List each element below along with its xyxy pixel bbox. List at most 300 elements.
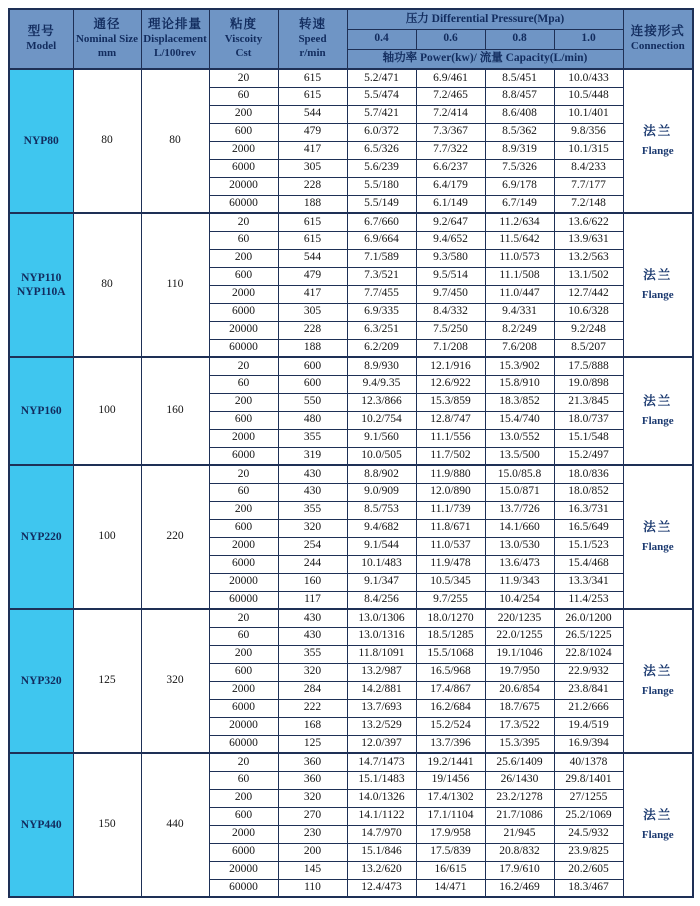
speed-cell: 430 bbox=[278, 465, 347, 483]
power-capacity-cell-0.8: 11.9/343 bbox=[485, 573, 554, 591]
power-capacity-cell-0.4: 8.8/902 bbox=[347, 465, 416, 483]
speed-cell: 188 bbox=[278, 195, 347, 213]
power-capacity-cell-1.0: 15.4/468 bbox=[554, 555, 623, 573]
viscosity-cell: 60 bbox=[209, 483, 278, 501]
power-capacity-cell-1.0: 10.6/328 bbox=[554, 303, 623, 321]
power-capacity-cell-0.6: 9.3/580 bbox=[416, 249, 485, 267]
connection-cell bbox=[623, 753, 693, 897]
power-capacity-cell-1.0: 18.3/467 bbox=[554, 879, 623, 897]
speed-cell: 168 bbox=[278, 717, 347, 735]
viscosity-cell: 600 bbox=[209, 663, 278, 681]
power-capacity-cell-0.4: 6.2/209 bbox=[347, 339, 416, 357]
power-capacity-cell-0.6: 15.3/859 bbox=[416, 393, 485, 411]
viscosity-cell: 6000 bbox=[209, 555, 278, 573]
power-capacity-cell-1.0: 25.2/1069 bbox=[554, 807, 623, 825]
speed-cell: 355 bbox=[278, 429, 347, 447]
viscosity-cell: 600 bbox=[209, 267, 278, 285]
power-capacity-cell-0.8: 11.0/447 bbox=[485, 285, 554, 303]
power-capacity-cell-0.6: 9.2/647 bbox=[416, 213, 485, 231]
nominal-size-cell: 100 bbox=[73, 357, 141, 465]
viscosity-cell: 600 bbox=[209, 123, 278, 141]
viscosity-cell: 6000 bbox=[209, 159, 278, 177]
power-capacity-cell-0.8: 15.0/85.8 bbox=[485, 465, 554, 483]
speed-cell: 320 bbox=[278, 519, 347, 537]
col-header-speed-zh: 转速 bbox=[298, 17, 326, 32]
power-capacity-cell-0.8: 13.0/552 bbox=[485, 429, 554, 447]
speed-cell: 228 bbox=[278, 177, 347, 195]
power-capacity-cell-1.0: 22.8/1024 bbox=[554, 645, 623, 663]
power-capacity-cell-1.0: 9.2/248 bbox=[554, 321, 623, 339]
speed-cell: 615 bbox=[278, 231, 347, 249]
displacement-cell: 320 bbox=[141, 609, 209, 753]
power-capacity-cell-0.6: 12.8/747 bbox=[416, 411, 485, 429]
connection-cell bbox=[623, 465, 693, 609]
power-capacity-cell-1.0: 19.0/898 bbox=[554, 375, 623, 393]
power-capacity-cell-0.8: 18.7/675 bbox=[485, 699, 554, 717]
power-capacity-cell-0.4: 10.0/505 bbox=[347, 447, 416, 465]
power-capacity-cell-0.4: 11.8/1091 bbox=[347, 645, 416, 663]
col-header-disp-en: Displacement bbox=[143, 33, 207, 46]
power-capacity-cell-0.8: 17.3/522 bbox=[485, 717, 554, 735]
viscosity-cell: 6000 bbox=[209, 699, 278, 717]
col-header-size-unit: mm bbox=[97, 46, 117, 59]
power-capacity-cell-1.0: 8.5/207 bbox=[554, 339, 623, 357]
power-capacity-cell-0.6: 12.1/916 bbox=[416, 357, 485, 375]
power-capacity-cell-0.8: 13.5/500 bbox=[485, 447, 554, 465]
connection-en: Flange bbox=[641, 828, 674, 841]
power-capacity-cell-0.6: 16.2/684 bbox=[416, 699, 485, 717]
power-capacity-cell-0.8: 15.8/910 bbox=[485, 375, 554, 393]
power-capacity-cell-1.0: 26.5/1225 bbox=[554, 627, 623, 645]
power-capacity-cell-0.6: 7.2/465 bbox=[416, 87, 485, 105]
power-capacity-cell-0.8: 6.9/178 bbox=[485, 177, 554, 195]
power-capacity-cell-0.4: 5.7/421 bbox=[347, 105, 416, 123]
power-capacity-cell-0.8: 6.7/149 bbox=[485, 195, 554, 213]
viscosity-cell: 2000 bbox=[209, 285, 278, 303]
power-capacity-cell-1.0: 18.0/852 bbox=[554, 483, 623, 501]
model-cell: NYP220 bbox=[9, 465, 73, 609]
power-capacity-cell-1.0: 13.9/631 bbox=[554, 231, 623, 249]
model-cell: NYP80 bbox=[9, 69, 73, 213]
viscosity-cell: 6000 bbox=[209, 843, 278, 861]
power-capacity-cell-0.4: 13.7/693 bbox=[347, 699, 416, 717]
viscosity-cell: 20000 bbox=[209, 321, 278, 339]
speed-cell: 544 bbox=[278, 249, 347, 267]
connection-zh: 法兰 bbox=[643, 664, 673, 679]
power-capacity-cell-1.0: 20.2/605 bbox=[554, 861, 623, 879]
model-cell: NYP320 bbox=[9, 609, 73, 753]
speed-cell: 480 bbox=[278, 411, 347, 429]
speed-cell: 430 bbox=[278, 627, 347, 645]
speed-cell: 145 bbox=[278, 861, 347, 879]
power-capacity-cell-0.8: 20.8/832 bbox=[485, 843, 554, 861]
power-capacity-cell-0.4: 12.3/866 bbox=[347, 393, 416, 411]
power-capacity-cell-0.8: 8.8/457 bbox=[485, 87, 554, 105]
speed-cell: 360 bbox=[278, 753, 347, 771]
speed-cell: 254 bbox=[278, 537, 347, 555]
power-capacity-cell-0.6: 7.2/414 bbox=[416, 105, 485, 123]
power-capacity-cell-0.6: 7.7/322 bbox=[416, 141, 485, 159]
power-capacity-cell-0.8: 15.4/740 bbox=[485, 411, 554, 429]
viscosity-cell: 200 bbox=[209, 249, 278, 267]
power-capacity-cell-0.6: 9.7/255 bbox=[416, 591, 485, 609]
power-capacity-cell-0.4: 9.0/909 bbox=[347, 483, 416, 501]
pressure-value-0.8: 0.8 bbox=[485, 29, 554, 49]
col-header-visc-unit: Cst bbox=[235, 46, 252, 59]
power-capacity-cell-0.4: 7.3/521 bbox=[347, 267, 416, 285]
power-capacity-cell-1.0: 23.8/841 bbox=[554, 681, 623, 699]
col-header-size-zh: 通径 bbox=[93, 17, 121, 32]
col-header-speed bbox=[278, 9, 347, 69]
table-row bbox=[9, 69, 693, 87]
power-capacity-cell-0.6: 17.5/839 bbox=[416, 843, 485, 861]
power-capacity-cell-1.0: 7.2/148 bbox=[554, 195, 623, 213]
viscosity-cell: 6000 bbox=[209, 303, 278, 321]
table-row bbox=[9, 465, 693, 483]
nominal-size-cell: 80 bbox=[73, 213, 141, 357]
displacement-cell: 440 bbox=[141, 753, 209, 897]
speed-cell: 615 bbox=[278, 69, 347, 87]
viscosity-cell: 200 bbox=[209, 645, 278, 663]
speed-cell: 600 bbox=[278, 375, 347, 393]
power-capacity-cell-0.8: 8.5/451 bbox=[485, 69, 554, 87]
power-capacity-cell-0.6: 10.5/345 bbox=[416, 573, 485, 591]
power-capacity-cell-1.0: 29.8/1401 bbox=[554, 771, 623, 789]
power-capacity-cell-0.8: 15.0/871 bbox=[485, 483, 554, 501]
power-capacity-cell-1.0: 16.3/731 bbox=[554, 501, 623, 519]
power-capacity-cell-0.6: 6.4/179 bbox=[416, 177, 485, 195]
col-header-visc-en: Viscoity bbox=[224, 33, 263, 46]
power-capacity-cell-0.8: 8.5/362 bbox=[485, 123, 554, 141]
viscosity-cell: 20 bbox=[209, 357, 278, 375]
nominal-size-cell: 125 bbox=[73, 609, 141, 753]
table-row bbox=[9, 213, 693, 231]
connection-cell bbox=[623, 213, 693, 357]
speed-cell: 230 bbox=[278, 825, 347, 843]
power-capacity-cell-1.0: 10.5/448 bbox=[554, 87, 623, 105]
power-capacity-cell-1.0: 21.2/666 bbox=[554, 699, 623, 717]
pressure-value-1.0: 1.0 bbox=[554, 29, 623, 49]
power-capacity-cell-0.8: 9.4/331 bbox=[485, 303, 554, 321]
connection-cell bbox=[623, 609, 693, 753]
power-capacity-cell-0.4: 14.0/1326 bbox=[347, 789, 416, 807]
power-capacity-cell-0.6: 11.0/537 bbox=[416, 537, 485, 555]
viscosity-cell: 20 bbox=[209, 213, 278, 231]
power-capacity-cell-0.8: 18.3/852 bbox=[485, 393, 554, 411]
viscosity-cell: 20 bbox=[209, 609, 278, 627]
power-capacity-cell-0.4: 6.7/660 bbox=[347, 213, 416, 231]
power-capacity-cell-0.4: 6.9/335 bbox=[347, 303, 416, 321]
viscosity-cell: 200 bbox=[209, 501, 278, 519]
viscosity-cell: 600 bbox=[209, 519, 278, 537]
power-capacity-cell-0.8: 11.0/573 bbox=[485, 249, 554, 267]
power-capacity-cell-0.4: 6.0/372 bbox=[347, 123, 416, 141]
speed-cell: 228 bbox=[278, 321, 347, 339]
power-capacity-cell-0.4: 10.1/483 bbox=[347, 555, 416, 573]
viscosity-cell: 60 bbox=[209, 627, 278, 645]
table-body bbox=[9, 69, 693, 897]
power-capacity-cell-0.4: 9.4/9.35 bbox=[347, 375, 416, 393]
power-capacity-cell-0.8: 11.1/508 bbox=[485, 267, 554, 285]
nominal-size-cell: 80 bbox=[73, 69, 141, 213]
displacement-cell: 160 bbox=[141, 357, 209, 465]
power-capacity-cell-0.6: 12.6/922 bbox=[416, 375, 485, 393]
power-capacity-cell-0.8: 13.6/473 bbox=[485, 555, 554, 573]
power-capacity-cell-0.6: 19/1456 bbox=[416, 771, 485, 789]
power-capacity-cell-0.6: 11.8/671 bbox=[416, 519, 485, 537]
connection-en: Flange bbox=[641, 684, 674, 697]
power-capacity-cell-0.8: 8.2/249 bbox=[485, 321, 554, 339]
power-capacity-cell-1.0: 11.4/253 bbox=[554, 591, 623, 609]
speed-cell: 284 bbox=[278, 681, 347, 699]
power-capacity-cell-0.8: 10.4/254 bbox=[485, 591, 554, 609]
power-capacity-cell-1.0: 18.0/836 bbox=[554, 465, 623, 483]
power-capacity-cell-0.4: 9.4/682 bbox=[347, 519, 416, 537]
power-capacity-cell-1.0: 16.9/394 bbox=[554, 735, 623, 753]
power-capacity-label: 轴功率 Power(kw)/ 流量 Capacity(L/min) bbox=[347, 49, 623, 69]
col-header-conn-zh: 连接形式 bbox=[630, 24, 685, 39]
displacement-cell: 80 bbox=[141, 69, 209, 213]
power-capacity-cell-0.8: 23.2/1278 bbox=[485, 789, 554, 807]
power-capacity-cell-1.0: 18.0/737 bbox=[554, 411, 623, 429]
power-capacity-cell-0.8: 11.2/634 bbox=[485, 213, 554, 231]
model-cell: NYP110 NYP110A bbox=[9, 213, 73, 357]
connection-zh: 法兰 bbox=[643, 268, 673, 283]
speed-cell: 160 bbox=[278, 573, 347, 591]
viscosity-cell: 20000 bbox=[209, 717, 278, 735]
power-capacity-cell-0.8: 17.9/610 bbox=[485, 861, 554, 879]
speed-cell: 188 bbox=[278, 339, 347, 357]
col-header-viscosity bbox=[209, 9, 278, 69]
power-capacity-cell-0.4: 6.5/326 bbox=[347, 141, 416, 159]
speed-cell: 244 bbox=[278, 555, 347, 573]
power-capacity-cell-0.8: 7.5/326 bbox=[485, 159, 554, 177]
power-capacity-cell-0.4: 5.5/474 bbox=[347, 87, 416, 105]
viscosity-cell: 60 bbox=[209, 87, 278, 105]
power-capacity-cell-0.6: 11.1/739 bbox=[416, 501, 485, 519]
speed-cell: 117 bbox=[278, 591, 347, 609]
viscosity-cell: 20 bbox=[209, 69, 278, 87]
connection-cell bbox=[623, 357, 693, 465]
power-capacity-cell-0.6: 13.7/396 bbox=[416, 735, 485, 753]
power-capacity-cell-0.6: 6.6/237 bbox=[416, 159, 485, 177]
power-capacity-cell-0.6: 6.1/149 bbox=[416, 195, 485, 213]
speed-cell: 550 bbox=[278, 393, 347, 411]
power-capacity-cell-0.6: 17.4/1302 bbox=[416, 789, 485, 807]
power-capacity-cell-0.6: 19.2/1441 bbox=[416, 753, 485, 771]
pressure-value-0.4: 0.4 bbox=[347, 29, 416, 49]
viscosity-cell: 60000 bbox=[209, 879, 278, 897]
power-capacity-cell-0.4: 8.4/256 bbox=[347, 591, 416, 609]
model-cell: NYP160 bbox=[9, 357, 73, 465]
speed-cell: 615 bbox=[278, 213, 347, 231]
speed-cell: 125 bbox=[278, 735, 347, 753]
power-capacity-cell-0.8: 11.5/642 bbox=[485, 231, 554, 249]
col-header-disp-unit: L/100rev bbox=[154, 46, 196, 59]
viscosity-cell: 20 bbox=[209, 465, 278, 483]
power-capacity-cell-0.6: 17.4/867 bbox=[416, 681, 485, 699]
pump-spec-table bbox=[8, 8, 694, 898]
power-capacity-cell-0.4: 6.3/251 bbox=[347, 321, 416, 339]
power-capacity-cell-1.0: 24.5/932 bbox=[554, 825, 623, 843]
power-capacity-cell-0.6: 11.1/556 bbox=[416, 429, 485, 447]
viscosity-cell: 200 bbox=[209, 105, 278, 123]
connection-zh: 法兰 bbox=[643, 520, 673, 535]
power-capacity-cell-1.0: 15.1/523 bbox=[554, 537, 623, 555]
speed-cell: 305 bbox=[278, 303, 347, 321]
power-capacity-cell-0.4: 10.2/754 bbox=[347, 411, 416, 429]
power-capacity-cell-1.0: 8.4/233 bbox=[554, 159, 623, 177]
speed-cell: 200 bbox=[278, 843, 347, 861]
viscosity-cell: 20000 bbox=[209, 573, 278, 591]
displacement-cell: 220 bbox=[141, 465, 209, 609]
power-capacity-cell-0.4: 14.1/1122 bbox=[347, 807, 416, 825]
power-capacity-cell-0.4: 6.9/664 bbox=[347, 231, 416, 249]
power-capacity-cell-0.6: 15.5/1068 bbox=[416, 645, 485, 663]
viscosity-cell: 2000 bbox=[209, 537, 278, 555]
power-capacity-cell-1.0: 16.5/649 bbox=[554, 519, 623, 537]
power-capacity-cell-0.8: 21/945 bbox=[485, 825, 554, 843]
power-capacity-cell-1.0: 13.2/563 bbox=[554, 249, 623, 267]
col-header-model-zh: 型号 bbox=[27, 24, 55, 39]
power-capacity-cell-1.0: 7.7/177 bbox=[554, 177, 623, 195]
power-capacity-cell-0.4: 8.5/753 bbox=[347, 501, 416, 519]
power-capacity-cell-1.0: 40/1378 bbox=[554, 753, 623, 771]
power-capacity-cell-0.8: 21.7/1086 bbox=[485, 807, 554, 825]
connection-zh: 法兰 bbox=[643, 808, 673, 823]
power-capacity-cell-0.6: 11.9/880 bbox=[416, 465, 485, 483]
power-capacity-cell-1.0: 9.8/356 bbox=[554, 123, 623, 141]
power-capacity-cell-0.8: 15.3/395 bbox=[485, 735, 554, 753]
viscosity-cell: 20 bbox=[209, 753, 278, 771]
power-capacity-cell-0.4: 5.5/149 bbox=[347, 195, 416, 213]
power-capacity-cell-0.6: 14/471 bbox=[416, 879, 485, 897]
power-capacity-cell-0.4: 5.6/239 bbox=[347, 159, 416, 177]
speed-cell: 615 bbox=[278, 87, 347, 105]
speed-cell: 319 bbox=[278, 447, 347, 465]
power-capacity-cell-1.0: 13.1/502 bbox=[554, 267, 623, 285]
power-capacity-cell-0.6: 7.3/367 bbox=[416, 123, 485, 141]
col-header-model bbox=[9, 9, 73, 69]
viscosity-cell: 200 bbox=[209, 789, 278, 807]
power-capacity-cell-0.8: 220/1235 bbox=[485, 609, 554, 627]
col-header-conn-en: Connection bbox=[630, 39, 685, 52]
viscosity-cell: 20000 bbox=[209, 861, 278, 879]
power-capacity-cell-1.0: 21.3/845 bbox=[554, 393, 623, 411]
power-capacity-cell-0.8: 19.7/950 bbox=[485, 663, 554, 681]
viscosity-cell: 2000 bbox=[209, 141, 278, 159]
pressure-value-0.6: 0.6 bbox=[416, 29, 485, 49]
speed-cell: 222 bbox=[278, 699, 347, 717]
speed-cell: 360 bbox=[278, 771, 347, 789]
speed-cell: 430 bbox=[278, 483, 347, 501]
speed-cell: 355 bbox=[278, 501, 347, 519]
power-capacity-cell-0.8: 16.2/469 bbox=[485, 879, 554, 897]
power-capacity-cell-0.6: 15.2/524 bbox=[416, 717, 485, 735]
power-capacity-cell-0.8: 13.0/530 bbox=[485, 537, 554, 555]
power-capacity-cell-0.4: 9.1/544 bbox=[347, 537, 416, 555]
power-capacity-cell-0.4: 5.2/471 bbox=[347, 69, 416, 87]
col-header-disp-zh: 理论排量 bbox=[147, 17, 202, 32]
power-capacity-cell-0.6: 18.5/1285 bbox=[416, 627, 485, 645]
power-capacity-cell-0.6: 16.5/968 bbox=[416, 663, 485, 681]
speed-cell: 305 bbox=[278, 159, 347, 177]
power-capacity-cell-0.8: 25.6/1409 bbox=[485, 753, 554, 771]
power-capacity-cell-0.4: 15.1/1483 bbox=[347, 771, 416, 789]
power-capacity-cell-0.4: 8.9/930 bbox=[347, 357, 416, 375]
power-capacity-cell-1.0: 27/1255 bbox=[554, 789, 623, 807]
power-capacity-cell-0.4: 14.2/881 bbox=[347, 681, 416, 699]
speed-cell: 479 bbox=[278, 123, 347, 141]
viscosity-cell: 60000 bbox=[209, 195, 278, 213]
power-capacity-cell-1.0: 15.1/548 bbox=[554, 429, 623, 447]
displacement-cell: 110 bbox=[141, 213, 209, 357]
power-capacity-cell-0.4: 13.0/1306 bbox=[347, 609, 416, 627]
viscosity-cell: 60000 bbox=[209, 591, 278, 609]
viscosity-cell: 2000 bbox=[209, 825, 278, 843]
power-capacity-cell-0.4: 14.7/970 bbox=[347, 825, 416, 843]
connection-en: Flange bbox=[641, 288, 674, 301]
connection-zh: 法兰 bbox=[643, 394, 673, 409]
power-capacity-cell-0.4: 13.0/1316 bbox=[347, 627, 416, 645]
speed-cell: 417 bbox=[278, 285, 347, 303]
speed-cell: 320 bbox=[278, 789, 347, 807]
connection-zh: 法兰 bbox=[643, 124, 673, 139]
power-capacity-cell-0.4: 7.7/455 bbox=[347, 285, 416, 303]
nominal-size-cell: 100 bbox=[73, 465, 141, 609]
power-capacity-cell-0.6: 7.5/250 bbox=[416, 321, 485, 339]
col-header-visc-zh: 粘度 bbox=[229, 17, 257, 32]
power-capacity-cell-1.0: 15.2/497 bbox=[554, 447, 623, 465]
col-header-model-en: Model bbox=[26, 39, 57, 52]
power-capacity-cell-0.6: 16/615 bbox=[416, 861, 485, 879]
power-capacity-cell-0.6: 8.4/332 bbox=[416, 303, 485, 321]
col-header-displacement bbox=[141, 9, 209, 69]
power-capacity-cell-1.0: 26.0/1200 bbox=[554, 609, 623, 627]
viscosity-cell: 2000 bbox=[209, 681, 278, 699]
power-capacity-cell-0.4: 14.7/1473 bbox=[347, 753, 416, 771]
col-header-size-en: Nominal Size bbox=[75, 33, 139, 46]
viscosity-cell: 20000 bbox=[209, 177, 278, 195]
speed-cell: 544 bbox=[278, 105, 347, 123]
power-capacity-cell-0.8: 13.7/726 bbox=[485, 501, 554, 519]
power-capacity-cell-1.0: 13.6/622 bbox=[554, 213, 623, 231]
power-capacity-cell-0.8: 8.6/408 bbox=[485, 105, 554, 123]
power-capacity-cell-0.4: 12.0/397 bbox=[347, 735, 416, 753]
viscosity-cell: 200 bbox=[209, 393, 278, 411]
speed-cell: 270 bbox=[278, 807, 347, 825]
power-capacity-cell-0.6: 9.5/514 bbox=[416, 267, 485, 285]
power-capacity-cell-0.4: 13.2/620 bbox=[347, 861, 416, 879]
speed-cell: 110 bbox=[278, 879, 347, 897]
speed-cell: 355 bbox=[278, 645, 347, 663]
model-cell: NYP440 bbox=[9, 753, 73, 897]
nominal-size-cell: 150 bbox=[73, 753, 141, 897]
power-capacity-cell-0.4: 12.4/473 bbox=[347, 879, 416, 897]
col-header-speed-unit: r/min bbox=[299, 46, 326, 59]
power-capacity-cell-0.4: 15.1/846 bbox=[347, 843, 416, 861]
col-header-pressure-title: 压力 Differential Pressure(Mpa) bbox=[347, 9, 623, 29]
table-header bbox=[9, 9, 693, 69]
viscosity-cell: 60000 bbox=[209, 735, 278, 753]
connection-en: Flange bbox=[641, 144, 674, 157]
power-capacity-cell-1.0: 10.1/401 bbox=[554, 105, 623, 123]
power-capacity-cell-1.0: 23.9/825 bbox=[554, 843, 623, 861]
speed-cell: 600 bbox=[278, 357, 347, 375]
viscosity-cell: 60 bbox=[209, 771, 278, 789]
power-capacity-cell-0.6: 12.0/890 bbox=[416, 483, 485, 501]
power-capacity-cell-0.6: 11.9/478 bbox=[416, 555, 485, 573]
